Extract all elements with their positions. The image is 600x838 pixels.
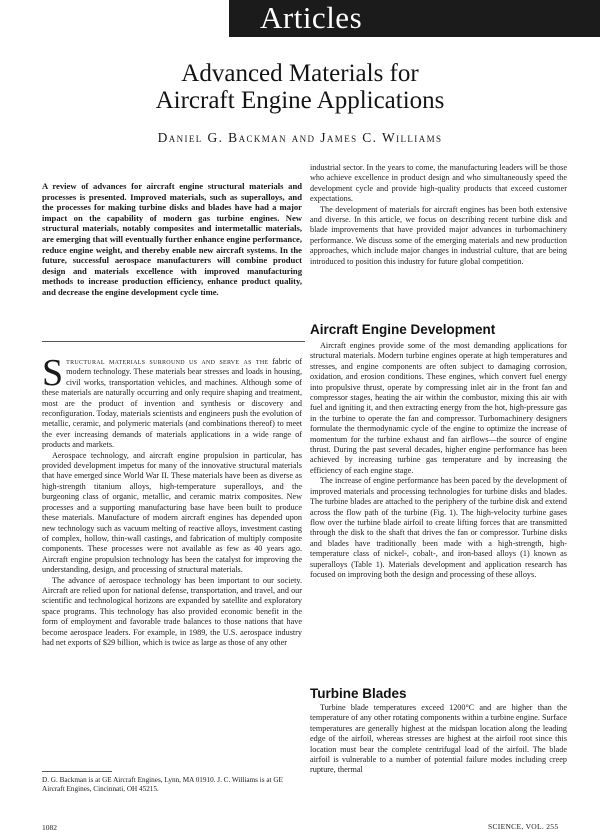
engine-development-section bbox=[310, 341, 567, 580]
intro-paragraph-4: industrial sector. In the years to come, the manufacturing leaders will be those who achieve excellence in product design and who simultaneously speed the development cycle and provide high-quality products that exceed customer expectations. bbox=[310, 163, 567, 204]
abstract bbox=[42, 181, 302, 298]
engine-paragraph-2: The increase of engine performance has been paced by the development of improved materials and processing technologies for turbine disks and blades. The turbine blades are attached to the periphery of the turbine disk and extend across the flow path of the turbine (Fig. 1). The high-velocity turbine gases flow over the turbine blade airfoil to create lifting forces that are transmitted through the disk to the shaft that drives the fan or compressor. Turbine disks and blades have traditionally been made with a high-strength, high-temperature class of nickel-, cobalt-, and iron-based alloys (1) known as superalloys (Table 1). Materials development and application research has focused on improving both the design and processing of these alloys. bbox=[310, 476, 567, 579]
right-column-intro bbox=[310, 163, 567, 267]
journal-footer: SCIENCE, VOL. 255 bbox=[488, 822, 559, 831]
heading-aircraft-engine-development: Aircraft Engine Development bbox=[310, 322, 496, 337]
heading-turbine-blades: Turbine Blades bbox=[310, 686, 407, 701]
intro-paragraph-5: The development of materials for aircraft engines has been both extensive and diverse. In this article, we focus on describing recent turbine disk and blade improvements that have provided major advances in turbomachinery performance. We discuss some of the emerging materials and new production approaches, which include major changes in industrial culture, that are being introduced to position this industry for future global competition. bbox=[310, 204, 567, 266]
author-affiliations bbox=[42, 776, 302, 794]
page-number: 1082 bbox=[42, 823, 57, 832]
engine-paragraph-1: Aircraft engines provide some of the most demanding applications for structural materials. Modern turbine engines operate at high temperatures and stresses, and engine components are often subject to damaging corrosion, oxidation, and erosion conditions. These engines, which convert fuel energy into propulsive thrust, operate by compressing inlet air in the front fan and compressor stages, heating the air within the combustor, mixing this air with fuel and igniting it, and then extracting energy from the hot, high-pressure gas in the turbine to operate the fan and compressor. Turbomachinery designers formulate the thermodynamic cycle of the engine to optimize the increase of momentum for the turbine exhaust and fan airflows—the source of engine thrust. During the past several decades, higher engine performance has been achieved by increasing turbine gas temperature and by increasing the efficiency of each engine stage. bbox=[310, 341, 567, 475]
left-column-body bbox=[42, 352, 302, 648]
intro-paragraph-2: Aerospace technology, and aircraft engine propulsion in particular, has provided development impetus for many of the innovative structural materials that have emerged since World War II. These materials have been as diverse as high-strength titanium alloys, high-temperature superalloys, and the burgeoning class of organic, metallic, and ceramic matrix composites. New processes and a supporting manufacturing base have been built to produce these materials. Manufacture of modern aircraft engines has depended upon new technology such as vacuum melting of reactive alloys, investment casting of complex, hollow, thin-wall castings, and fabrication of multiply composite components. These processes were not available as few as 40 years ago. Aircraft engine propulsion technology has been the catalyst for improving the understanding, design, and processing of structural materials. bbox=[42, 450, 302, 575]
abstract-divider bbox=[42, 341, 305, 342]
turbine-paragraph-1: Turbine blade temperatures exceed 1200°C and are higher than the temperature of any other rotating components within a turbine engine. Surface temperatures are generally highest at the midspan location along the leading edge of the airfoil, whereas stresses are highest at the airfoil root since this location must bear the complete centrifugal load of the airfoil. The blade airfoil is vulnerable to a number of potential failure modes including creep rupture, thermal bbox=[310, 703, 567, 775]
article-title-line-2: Aircraft Engine Applications bbox=[155, 87, 445, 114]
author-line: Daniel G. Backman and James C. Williams bbox=[157, 130, 443, 145]
footnote-text: D. G. Backman is at GE Aircraft Engines, Lynn, MA 01910. J. C. Williams is at GE Aircraft Engines, Cincinnati, OH 45215. bbox=[42, 776, 283, 793]
footnote-divider bbox=[42, 771, 112, 772]
article-title-line-1: Advanced Materials for bbox=[181, 60, 419, 87]
intro-paragraph-1 bbox=[42, 352, 302, 451]
intro-paragraph-3: The advance of aerospace technology has been important to our society. Aircraft are relied upon for national defense, transportation, and travel, and our scientific and technological horizons are expanded by satellite and exploratory space programs. This technology has also provided economic benefit in the form of employment and favorable trade balances to those nations that have become aerospace leaders. For example, in 1989, the U.S. aerospace industry had net exports of $29 billion, which is twice as large as those of any other bbox=[42, 575, 302, 647]
section-label: Articles bbox=[260, 0, 363, 35]
intro-smallcaps: tructural materials surround us and serve as the bbox=[66, 357, 269, 366]
turbine-blades-section bbox=[310, 703, 567, 776]
abstract-text: A review of advances for aircraft engine structural materials and processes is presented. Improved materials, such as superalloys, and the processes for making turbine disks and blades have had a major impact on the capability of modern gas turbine engines. New structural materials, notably composites and intermetallic materials, are emerging that will eventually further enhance engine performance, reduce engine weight, and thereby enable new aircraft systems. In the future, successful aerospace manufacturers will combine product design and materials excellence with improved manufacturing methods to increase production efficiency, enhance product quality, and decrease the engine development cycle time. bbox=[42, 181, 302, 297]
drop-cap: S bbox=[42, 352, 64, 394]
intro-paragraph-1-text: fabric of modern technology. These materials bear stresses and loads in housing, civil works, transportation vehicles, and machines. Although some of these materials are naturally occurring and only require shaping and treatment, most are the product of invention and synthesis or discovery and reconfiguration. Today, materials scientists and engineers push the evolution of metallic, ceramic, and polymeric materials (and combinations thereof) to meet the ever increasing demands of materials applications in a wide range of products and markets. bbox=[42, 357, 302, 450]
